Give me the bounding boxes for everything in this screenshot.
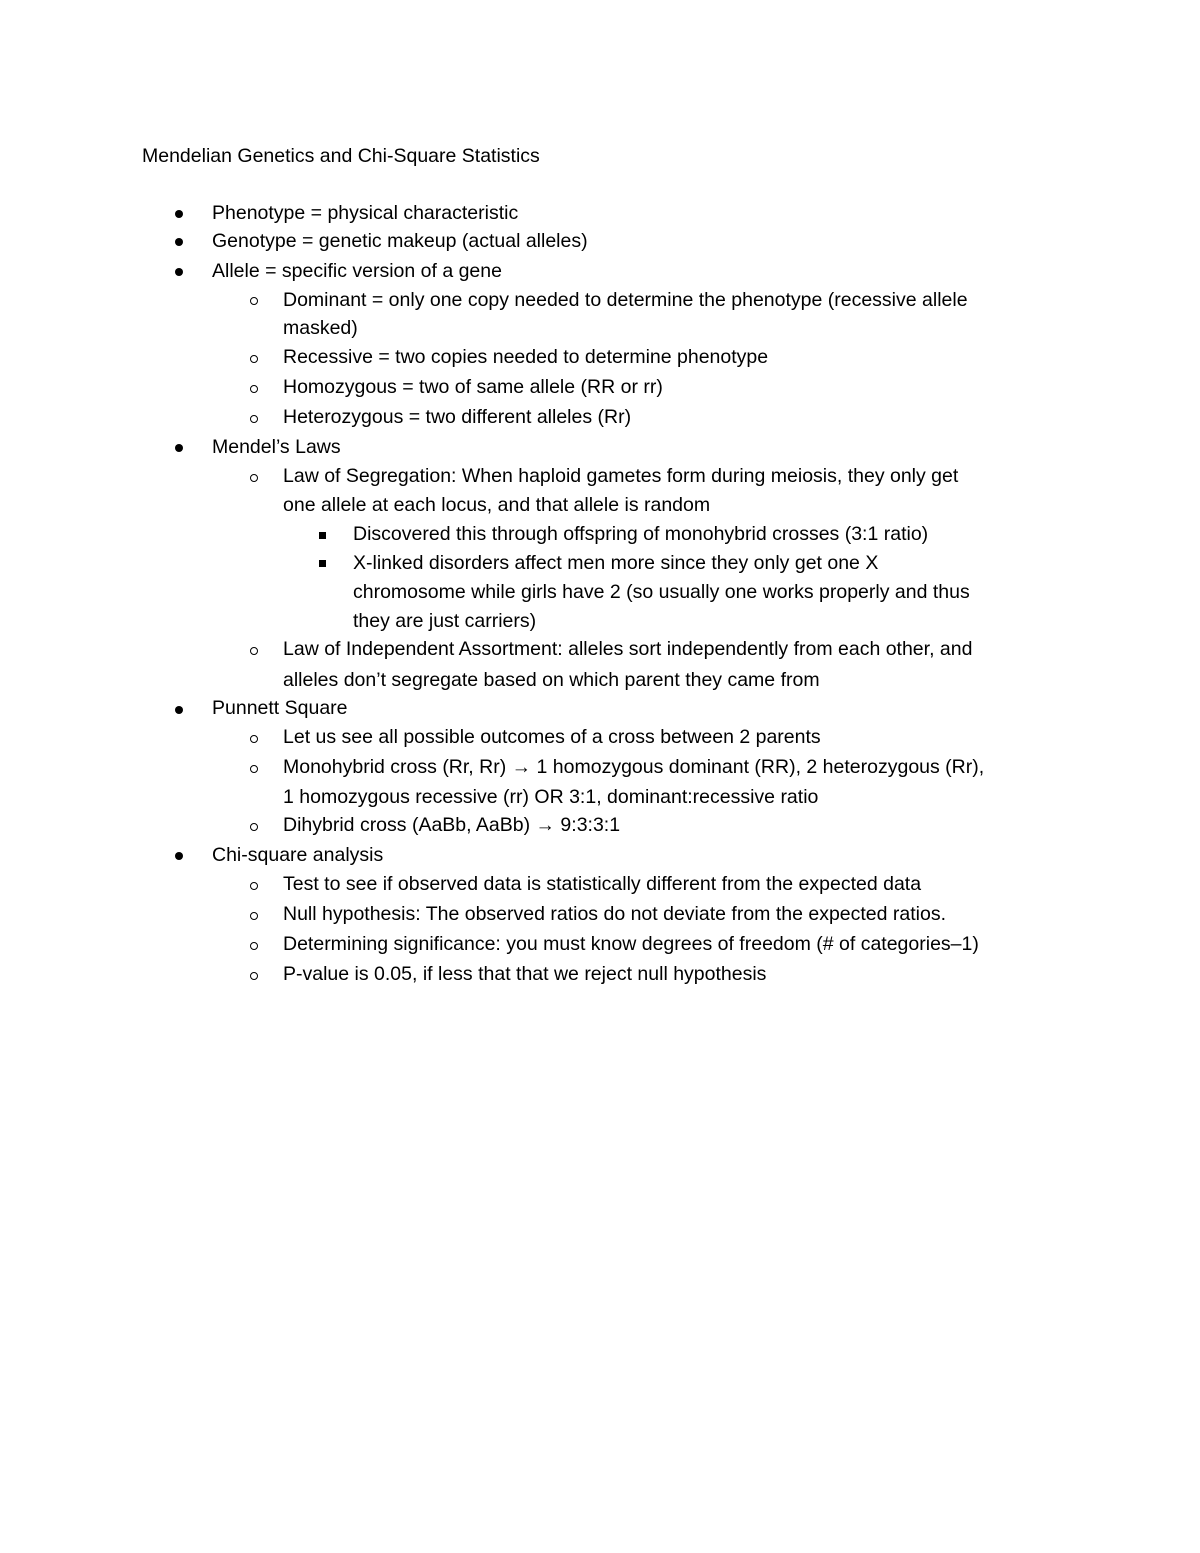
sub-bullet-item: Dihybrid cross (AaBb, AaBb) → 9:3:3:1 <box>283 814 621 836</box>
bullet-circle <box>250 385 258 393</box>
sub-bullet-item: Test to see if observed data is statistically different from the expected data <box>283 873 922 895</box>
sub-bullet-item-continued: 1 homozygous recessive (rr) OR 3:1, dominant:recessive ratio <box>283 786 819 808</box>
sub-sub-bullet-item: Discovered this through offspring of monohybrid crosses (3:1 ratio) <box>353 523 929 545</box>
bullet-circle <box>250 297 258 305</box>
bullet-dot <box>175 210 183 218</box>
bullet-item: Punnett Square <box>212 697 348 719</box>
bullet-circle <box>250 882 258 890</box>
bullet-item: Chi-square analysis <box>212 844 384 866</box>
sub-sub-bullet-item-continued: they are just carriers) <box>353 610 537 632</box>
bullet-circle <box>250 647 258 655</box>
sub-bullet-item: P-value is 0.05, if less that that we reject null hypothesis <box>283 963 767 985</box>
bullet-dot <box>175 268 183 276</box>
sub-bullet-item: Dominant = only one copy needed to determine the phenotype (recessive allele <box>283 289 968 311</box>
bullet-item: Mendel’s Laws <box>212 436 341 458</box>
bullet-dot <box>175 706 183 714</box>
sub-bullet-item: Recessive = two copies needed to determine phenotype <box>283 346 769 368</box>
sub-bullet-item-continued: masked) <box>283 317 358 339</box>
bullet-item: Phenotype = physical characteristic <box>212 202 519 224</box>
bullet-square <box>319 560 326 567</box>
bullet-dot <box>175 444 183 452</box>
bullet-circle <box>250 972 258 980</box>
sub-sub-bullet-item: X-linked disorders affect men more since they only get one X <box>353 552 879 574</box>
bullet-item: Genotype = genetic makeup (actual alleles) <box>212 230 588 252</box>
sub-bullet-item: Law of Independent Assortment: alleles sort independently from each other, and <box>283 638 973 660</box>
document-title: Mendelian Genetics and Chi-Square Statistics <box>142 145 540 167</box>
bullet-dot <box>175 852 183 860</box>
sub-bullet-item-continued: alleles don’t segregate based on which parent they came from <box>283 669 820 691</box>
sub-bullet-item: Monohybrid cross (Rr, Rr) → 1 homozygous dominant (RR), 2 heterozygous (Rr), <box>283 756 985 778</box>
sub-bullet-item: Law of Segregation: When haploid gametes form during meiosis, they only get <box>283 465 959 487</box>
sub-bullet-item: Null hypothesis: The observed ratios do not deviate from the expected ratios. <box>283 903 947 925</box>
sub-bullet-item: Let us see all possible outcomes of a cross between 2 parents <box>283 726 821 748</box>
bullet-item: Allele = specific version of a gene <box>212 260 502 282</box>
bullet-circle <box>250 474 258 482</box>
bullet-circle <box>250 823 258 831</box>
sub-bullet-item: Heterozygous = two different alleles (Rr) <box>283 406 632 428</box>
bullet-circle <box>250 415 258 423</box>
bullet-square <box>319 532 326 539</box>
bullet-circle <box>250 765 258 773</box>
bullet-circle <box>250 942 258 950</box>
bullet-circle <box>250 735 258 743</box>
bullet-circle <box>250 912 258 920</box>
sub-bullet-item-continued: one allele at each locus, and that allele is random <box>283 494 711 516</box>
sub-bullet-item: Determining significance: you must know degrees of freedom (# of categories–1) <box>283 933 979 955</box>
sub-bullet-item: Homozygous = two of same allele (RR or rr) <box>283 376 663 398</box>
sub-sub-bullet-item-continued: chromosome while girls have 2 (so usually one works properly and thus <box>353 581 970 603</box>
bullet-dot <box>175 238 183 246</box>
bullet-circle <box>250 355 258 363</box>
